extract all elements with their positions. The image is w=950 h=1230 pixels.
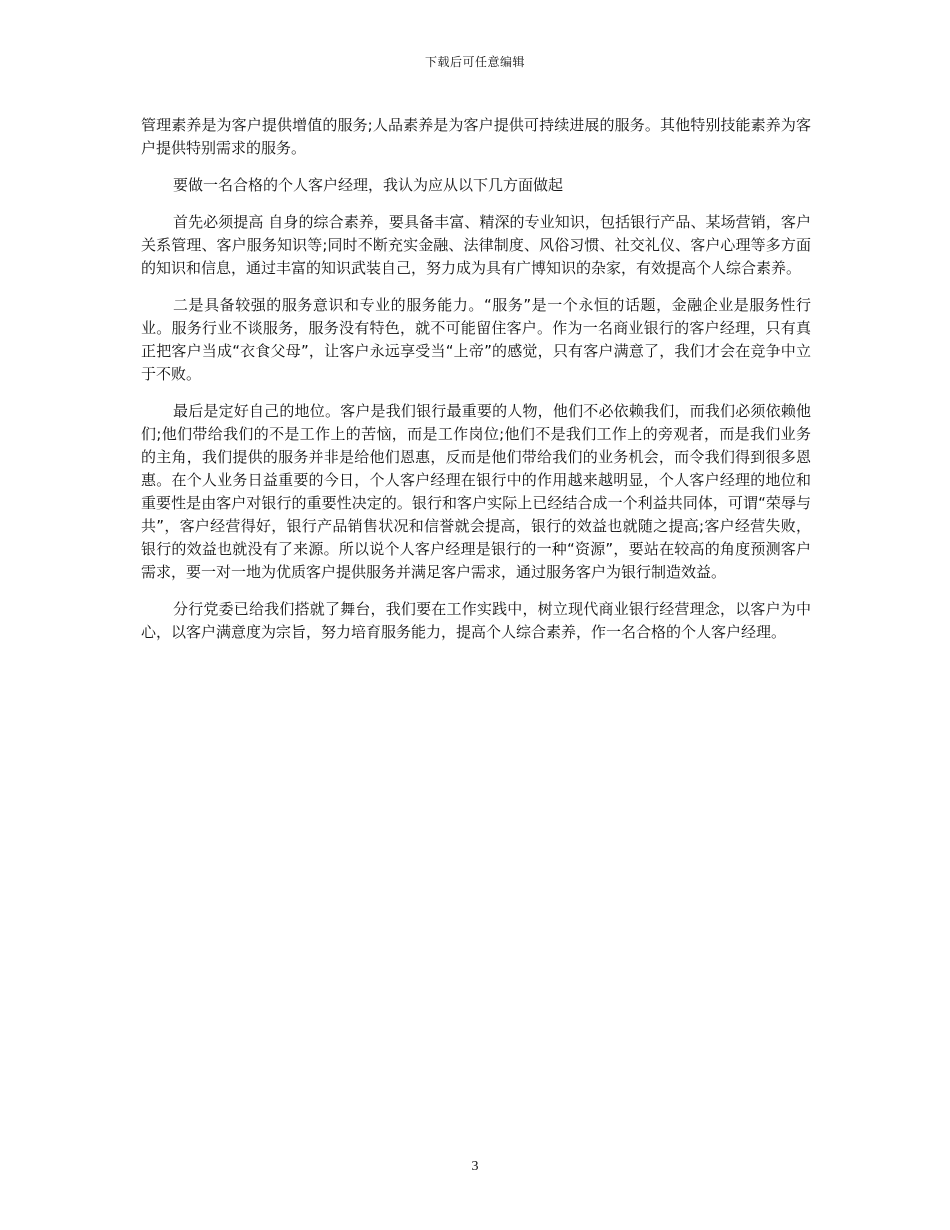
page-header: 下载后可任意编辑 <box>424 55 525 69</box>
paragraph-continuation: 管理素养是为客户提供增值的服务;人品素养是为客户提供可持续进展的服务。其他特别技能素养为客户提供特别需求的服务。 <box>141 116 811 157</box>
paragraph-last-point: 最后是定好自己的地位。客户是我们银行最重要的人物，他们不必依赖我们，而我们必须依赖他们;他们带给我们的不是工作上的苦恼，而是工作岗位;他们不是我们工作上的旁观者，而是我们业务的主角，我们提供的服务并非是给他们恩惠，反而是他们带给我们的业务机会，而令我们得到很多恩惠。在个人业务日益重要的今日，个人客户经理在银行中的作用越来越明显，个人客户经理的地位和重要性是由客户对银行的重要性决定的。银行和客户实际上已经结合成一个利益共同体，可谓“荣辱与共”，客户经营得好，银行产品销售状况和信誉就会提高，银行的效益也就随之提高;客户经营失败，银行的效益也就没有了来源。所以说个人客户经理是银行的一种“资源”，要站在较高的角度预测客户需求，要一对一地为优质客户提供服务并满足客户需求，通过服务客户为银行制造效益。 <box>141 402 811 581</box>
paragraph-second-point: 二是具备较强的服务意识和专业的服务能力。“服务”是一个永恒的话题，金融企业是服务性行业。服务行业不谈服务，服务没有特色，就不可能留住客户。作为一名商业银行的客户经理，只有真正把客户当成“衣食父母”，让客户永远享受当“上帝”的感觉，只有客户满意了，我们才会在竞争中立于不败。 <box>141 296 811 383</box>
paragraph-conclusion: 分行党委已给我们搭就了舞台，我们要在工作实践中，树立现代商业银行经营理念，以客户为中心，以客户满意度为宗旨，努力培育服务能力，提高个人综合素养，作一名合格的个人客户经理。 <box>141 600 811 641</box>
document-body <box>141 114 811 658</box>
paragraph-first-point: 首先必须提高 自身的综合素养，要具备丰富、精深的专业知识，包括银行产品、某场营销，客户关系管理、客户服务知识等;同时不断充实金融、法律制度、风俗习惯、社交礼仪、客户心理等多方面的知识和信息，通过丰富的知识武装自己，努力成为具有广博知识的杂家，有效提高个人综合素养。 <box>141 213 811 277</box>
page-number: 3 <box>471 1159 479 1174</box>
paragraph-intro: 要做一名合格的个人客户经理，我认为应从以下几方面做起 <box>173 176 564 194</box>
